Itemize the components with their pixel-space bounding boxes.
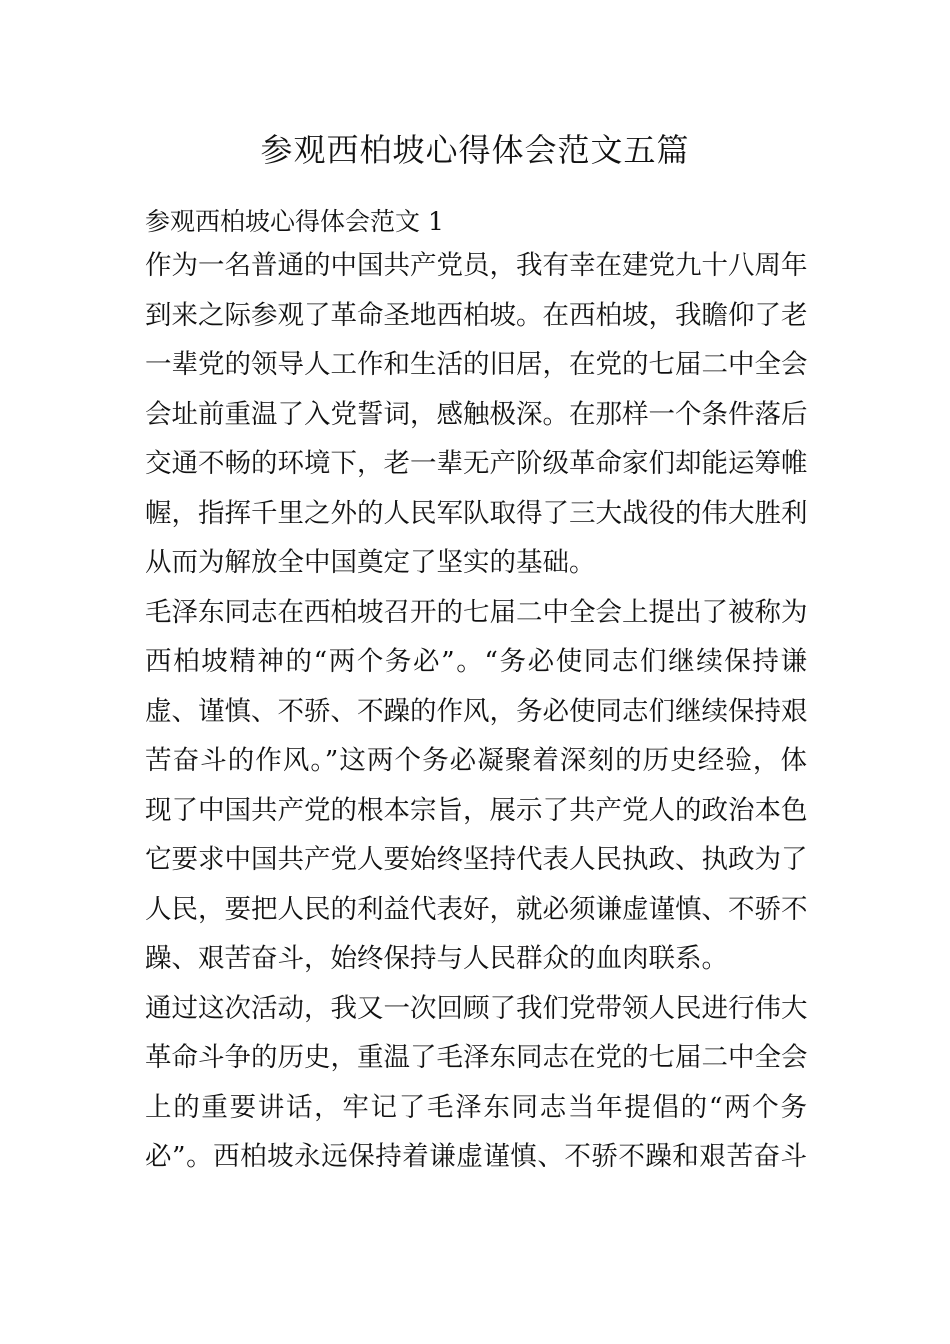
document-title: 参观西柏坡心得体会范文五篇	[260, 131, 690, 169]
paragraph-3	[145, 984, 807, 1182]
text-line: 交通不畅的环境下，老一辈无产阶级革命家们却能运筹帷	[145, 448, 808, 479]
text-line: 幄，指挥千里之外的人民军队取得了三大战役的伟大胜利	[145, 497, 808, 529]
text-line: 一辈党的领导人工作和生活的旧居，在党的七届二中全会	[145, 349, 808, 380]
text-line: 西柏坡精神的“两个务必”。“务必使同志们继续保持谦	[145, 646, 807, 677]
text-line: 从而为解放全中国奠定了坚实的基础。	[145, 547, 596, 578]
section-heading: 参观西柏坡心得体会范文 1	[145, 207, 444, 236]
text-line: 虚、谨慎、不骄、不躁的作风，务必使同志们继续保持艰	[145, 695, 808, 727]
text-line: 通过这次活动，我又一次回顾了我们党带领人民进行伟大	[145, 992, 808, 1024]
text-line: 躁、艰苦奋斗，始终保持与人民群众的血肉联系。	[145, 943, 728, 974]
document-body	[145, 203, 807, 1182]
text-line: 它要求中国共产党人要始终坚持代表人民执政、执政为了	[145, 844, 808, 875]
text-line: 革命斗争的历史，重温了毛泽东同志在党的七届二中全会	[145, 1042, 808, 1073]
text-line: 人民，要把人民的利益代表好，就必须谦虚谨慎、不骄不	[145, 893, 808, 925]
text-line: 现了中国共产党的根本宗旨，展示了共产党人的政治本色	[145, 794, 808, 826]
paragraph-2	[145, 588, 807, 984]
text-line: 苦奋斗的作风。”这两个务必凝聚着深刻的历史经验，体	[145, 745, 807, 776]
paragraph-1	[145, 241, 807, 588]
text-line: 到来之际参观了革命圣地西柏坡。在西柏坡，我瞻仰了老	[145, 299, 808, 331]
text-line: 上的重要讲话，牢记了毛泽东同志当年提倡的“两个务	[145, 1091, 807, 1123]
text-line: 会址前重温了入党誓词，感触极深。在那样一个条件落后	[145, 398, 808, 430]
text-line: 必”。西柏坡永远保持着谦虚谨慎、不骄不躁和艰苦奋斗	[145, 1141, 807, 1172]
text-line: 毛泽东同志在西柏坡召开的七届二中全会上提出了被称为	[145, 596, 808, 628]
text-line: 作为一名普通的中国共产党员，我有幸在建党九十八周年	[145, 250, 808, 281]
